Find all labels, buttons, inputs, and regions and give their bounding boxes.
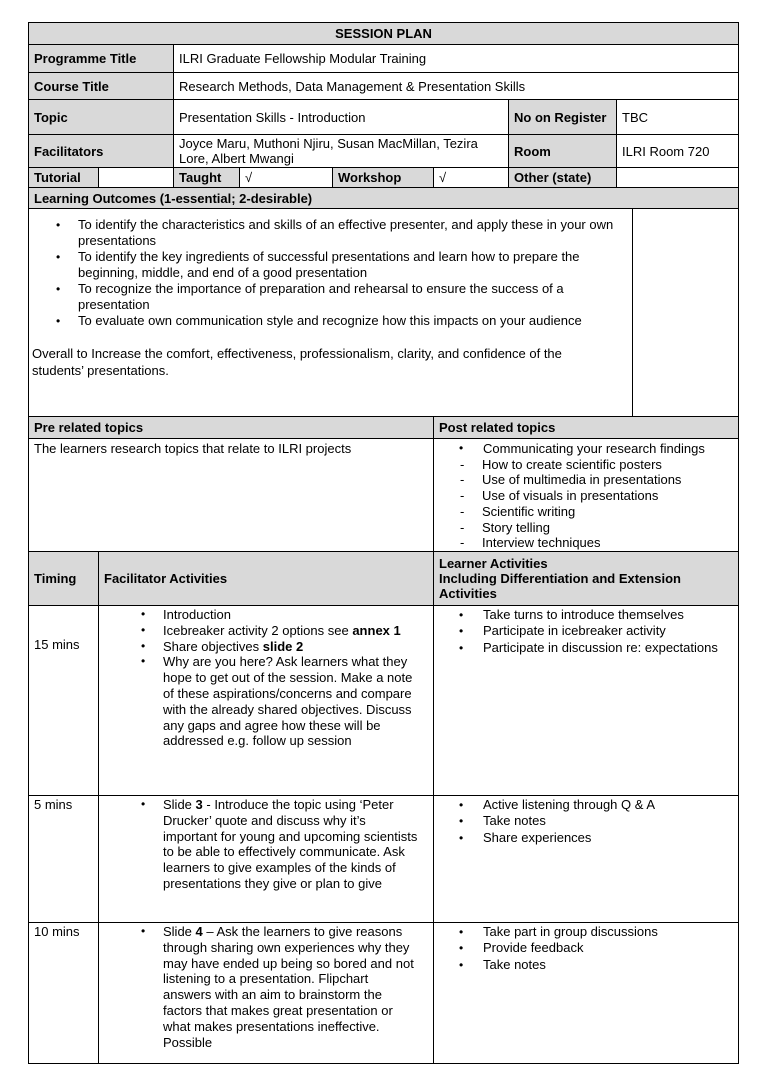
- list-item: • To recognize the importance of preparation and rehearsal to ensure the success of a presentation: [32, 281, 619, 313]
- session-plan-title: SESSION PLAN: [29, 23, 739, 45]
- list-item: - Use of visuals in presentations: [435, 488, 733, 504]
- course-title-value: Research Methods, Data Management & Presentation Skills: [174, 73, 739, 100]
- slide-reference: slide 2: [262, 638, 304, 654]
- learner-list: [435, 924, 733, 974]
- tutorial-label: Tutorial: [29, 168, 99, 188]
- learner-heading-line-1: Learner Activities: [439, 555, 548, 571]
- list-item: [117, 623, 419, 639]
- facilitators-label: Facilitators: [29, 135, 174, 168]
- list-item: • To evaluate own communication style and recognize how this impacts on your audience: [32, 313, 619, 329]
- list-item: • Participate in discussion re: expectations: [435, 640, 733, 657]
- learning-outcomes-side-cell: [633, 209, 739, 417]
- other-state-label: Other (state): [509, 168, 617, 188]
- room-label: Room: [509, 135, 617, 168]
- list-item: • Why are you here? Ask learners what they hope to get out of the session. Make a note of these aspirations/concerns and compare with the already shared objectives. Discuss any gaps and agree how these will be addressed e.g. follow up session: [117, 654, 419, 749]
- list-item: [117, 797, 419, 892]
- learning-outcomes-heading: Learning Outcomes (1-essential; 2-desirable): [29, 188, 739, 209]
- facilitator-activities-cell: [99, 605, 434, 795]
- timing-cell: 10 mins: [29, 922, 99, 1063]
- session-plan-table: [28, 22, 739, 1064]
- item-text: – Ask the learners to give reasons through sharing own experiences why they may have ended up being so bored and not listening to a presentation. Flipchart answers with an aim to brainstorm the factors that makes great presentation or what makes presentations ineffective. Possible: [163, 923, 414, 1050]
- topic-value: Presentation Skills - Introduction: [174, 100, 509, 135]
- list-item: - Story telling: [435, 520, 733, 536]
- pre-related-topics-heading: Pre related topics: [29, 417, 434, 439]
- annex-reference: annex 1: [352, 622, 401, 638]
- learner-activities-cell: [434, 605, 739, 795]
- item-text: - Introduce the topic using ‘Peter Drucker’ quote and discuss why it’s important for young and upcoming scientists to be able to effectively communicate. Ask learners to give examples of the kinds of presentations they give or plan to give: [163, 796, 418, 891]
- workshop-label: Workshop: [333, 168, 434, 188]
- list-item: - Scientific writing: [435, 504, 733, 520]
- list-item: • Provide feedback: [435, 940, 733, 957]
- list-item: • Take notes: [435, 957, 733, 974]
- no-on-register-label: No on Register: [509, 100, 617, 135]
- tutorial-value: [99, 168, 174, 188]
- post-topics-list: [435, 441, 733, 457]
- post-related-topics-body: [434, 439, 739, 552]
- pre-related-topics-body: The learners research topics that relate to ILRI projects: [29, 439, 434, 552]
- item-text: Slide: [163, 796, 196, 812]
- learner-list: [435, 797, 733, 847]
- list-item: • Take notes: [435, 813, 733, 830]
- learner-activities-heading: [434, 551, 739, 605]
- list-item: • Active listening through Q & A: [435, 797, 733, 814]
- timing-cell: 15 mins: [29, 605, 99, 795]
- programme-title-value: ILRI Graduate Fellowship Modular Training: [174, 45, 739, 73]
- slide-reference: 3: [195, 796, 203, 812]
- learner-list: [435, 607, 733, 657]
- list-item: • Take turns to introduce themselves: [435, 607, 733, 624]
- post-subtopics-list: [435, 457, 733, 551]
- timing-cell: 5 mins: [29, 795, 99, 922]
- overall-outcome: Overall to Increase the comfort, effectiveness, professionalism, clarity, and confidence of the students’ presentations.: [32, 346, 562, 378]
- facilitator-list: [117, 607, 419, 749]
- list-item: • Participate in icebreaker activity: [435, 623, 733, 640]
- slide-reference: 4: [195, 923, 203, 939]
- list-item: • To identify the key ingredients of successful presentations and learn how to prepare the beginning, middle, and end of a good presentation: [32, 249, 619, 281]
- list-item: [117, 639, 419, 655]
- facilitator-list: [117, 924, 419, 1050]
- list-item: - How to create scientific posters: [435, 457, 733, 473]
- taught-label: Taught: [174, 168, 240, 188]
- learner-activities-cell: [434, 795, 739, 922]
- learner-heading-line-2: Including Differentiation and Extension Activities: [439, 570, 681, 601]
- post-related-topics-heading: Post related topics: [434, 417, 739, 439]
- course-title-label: Course Title: [29, 73, 174, 100]
- timing-heading: Timing: [29, 551, 99, 605]
- learner-activities-cell: [434, 922, 739, 1063]
- room-value: ILRI Room 720: [617, 135, 739, 168]
- list-item: • Communicating your research findings: [435, 441, 733, 457]
- topic-label: Topic: [29, 100, 174, 135]
- list-item: - Interview techniques: [435, 535, 733, 551]
- list-item: • Share experiences: [435, 830, 733, 847]
- list-item: • To identify the characteristics and skills of an effective presenter, and apply these in your own presentations: [32, 217, 619, 249]
- facilitator-list: [117, 797, 419, 892]
- facilitator-activities-heading: Facilitator Activities: [99, 551, 434, 605]
- item-text: Share objectives: [163, 638, 263, 654]
- item-text: Slide: [163, 923, 196, 939]
- list-item: - Use of multimedia in presentations: [435, 472, 733, 488]
- learning-outcomes-list: [32, 217, 627, 329]
- workshop-value: √: [434, 168, 509, 188]
- list-item: • Introduction: [117, 607, 419, 623]
- facilitators-value: Joyce Maru, Muthoni Njiru, Susan MacMillan, Tezira Lore, Albert Mwangi: [174, 135, 509, 168]
- list-item: [117, 924, 419, 1050]
- list-item: • Take part in group discussions: [435, 924, 733, 941]
- taught-value: √: [240, 168, 333, 188]
- programme-title-label: Programme Title: [29, 45, 174, 73]
- facilitator-activities-cell: [99, 795, 434, 922]
- learning-outcomes-body: [29, 209, 633, 417]
- item-text: Icebreaker activity 2 options see: [163, 622, 353, 638]
- session-plan-page: [28, 22, 738, 1064]
- facilitator-activities-cell: [99, 922, 434, 1063]
- other-state-value: [617, 168, 739, 188]
- no-on-register-value: TBC: [617, 100, 739, 135]
